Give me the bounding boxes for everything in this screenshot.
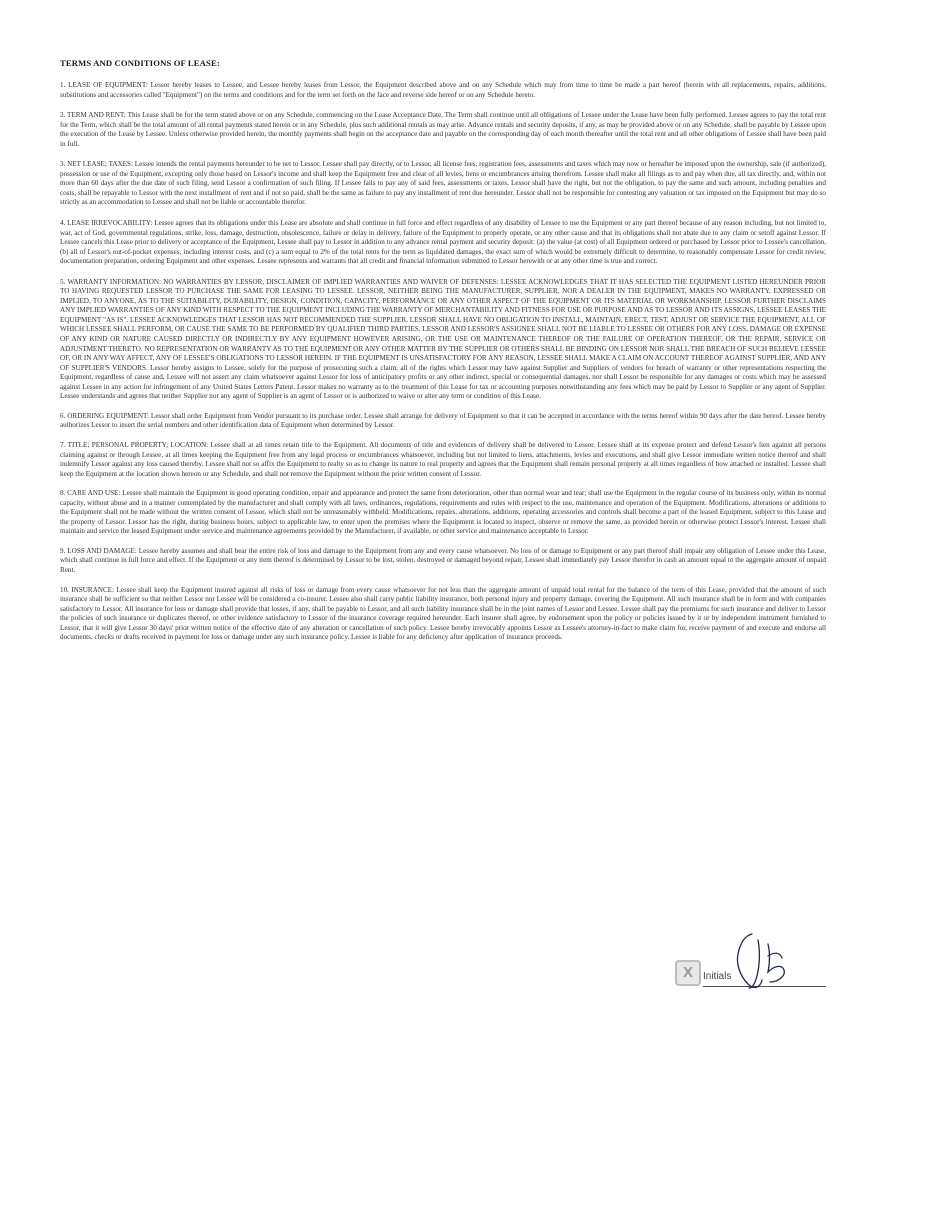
handwritten-initials [724, 930, 800, 992]
clause-term-and-rent: 2. TERM AND RENT: This Lease shall be for the term stated above or on any Schedule, commencing on the Lease Acceptance Date. The Term shall continue until all obligations of Lessee under the Lease have been fully performed. Lessee agrees to pay the total rent for the Term, which shall be the total amount of all rental payments stated herein or in any Schedule, plus such additional rentals as may arise. Advance rentals and security deposits, if any, as may be provided above or on any Schedule, shall be payable by Lessee upon the execution of the Lease by Lessee. Unless otherwise provided herein, the monthly payments shall begin on the acceptance date and payable on the corresponding day of each month thereafter until the total rent and all other obligations of Lessee shall have been paid in full. [60, 111, 826, 148]
clause-title-personal-property-location: 7. TITLE; PERSONAL PROPERTY; LOCATION: Lessee shall at all times retain title to the Equipment. All documents of title and evidences of delivery shall be delivered to Lessor. Lessee shall at its expense protect and defend Lessor's lien against all persons claiming against or through Lessee, at all times keeping the Equipment free from any legal process or encumbrances whatsoever, including but not limited to liens, attachments, levies and executions, and shall give Lessor immediate written notice thereof and shall indemnify Lessor against any loss caused thereby. Lessee shall not so affix the Equipment to realty so as to change its nature to real property and agrees that the Equipment shall remain personal property at all times regardless of how attached or installed. Lessee shall keep the Equipment at the location shown hereon or any Schedule, and shall not remove the Equipment without the prior written consent of Lessor. [60, 440, 826, 478]
clause-lease-irrevocability: 4. LEASE IRREVOCABILITY: Lessee agrees that its obligations under this Lease are absolute and shall continue in full force and effect regardless of any disability of Lessee to use the Equipment or any part thereof because of any reason including, but not limited to, war, act of God, governmental regulations, strike, loss, damage, destruction, obsolescence, failure or delay in delivery, failure of the Equipment to properly operate, or any other cause and that its obligations shall not abate due to any claim or setoff against Lessor. If Lessee cancels this Lease prior to delivery or acceptance of the Equipment, Lessee shall pay to Lessor in addition to any advance rental payment and security deposit: (a) the value (at cost) of all Equipment ordered or purchased by Lessor prior to Lessee's cancellation, (b) all of Lessor's out-of-pocket expenses, including interest costs, and (c) a sum equal to 2% of the total rents for the term as liquidated damages, the exact sum of which would be extremely difficult to determine, to reasonably compensate Lessor for credit review, documentation preparation, ordering Equipment and other expenses. Lessee represents and warrants that all credit and financial information submitted to Lessor herewith or at any other time is true and correct. [60, 219, 826, 266]
clause-ordering-equipment: 6. ORDERING EQUIPMENT: Lessor shall order Equipment from Vendor pursuant to its purchase order. Lessee shall arrange for delivery of Equipment so that it can be accepted in accordance with the terms hereof within 90 days after the date hereof. Lessee hereby authorizes Lessor to insert the serial numbers and other identification data of Equipment when determined by Lessor. [60, 411, 826, 430]
checkbox-x-icon[interactable]: X [675, 960, 701, 986]
clause-warranty-information: 5. WARRANTY INFORMATION: NO WARRANTIES BY LESSOR, DISCLAIMER OF IMPLIED WARRANTIES AND WAIVER OF DEFENSES: LESSEE ACKNOWLEDGES THAT IT HAS SELECTED THE EQUIPMENT LISTED HEREUNDER PRIOR TO HAVING REQUESTED LESSOR TO PURCHASE THE SAME FOR LEASING TO LESSEE. LESSOR, NEITHER BEING THE MANUFACTURER, SUPPLIER, NOR A DEALER IN THE EQUIPMENT, MAKES NO WARRANTY, EXPRESSED OR IMPLIED, TO ANYONE, AS TO THE SUITABILITY, DURABILITY, DESIGN, CONDITION, CAPACITY, PERFORMANCE OR ANY OTHER ASPECT OF THE EQUIPMENT OR ITS MATERIAL OR WORKMANSHIP. LESSOR FURTHER DISCLAIMS ANY IMPLIED WARRANTIES OF ANY KIND WITH RESPECT TO THE EQUIPMENT INCLUDING THE WARRANTY OF MERCHANTABILITY AND FITNESS FOR USE OR PURPOSE AND AS TO LESSOR AND ITS ASSIGNS, LESSEE LEASES THE EQUIPMENT "AS IS". LESSEE ACKNOWLEDGES THAT LESSOR HAS NOT RECOMMENDED THE SUPPLIER. LESSOR SHALL HAVE NO OBLIGATION TO INSTALL, MAINTAIN, ERECT, TEST, ADJUST OR SERVICE THE EQUIPMENT, ALL OF WHICH LESSEE SHALL PERFORM, OR CAUSE THE SAME TO BE PERFORMED BY QUALIFIED THIRD PARTIES. LESSOR AND LESSOR'S ASSIGNEE SHALL NOT BE LIABLE TO LESSEE OR OTHERS FOR ANY LOSS, DAMAGE OR EXPENSE OF ANY KIND OR NATURE CAUSED DIRECTLY OR INDIRECTLY BY ANY EQUIPMENT HOWEVER ARISING, OR THE USE OR MAINTENANCE THEREOF OR THE FAILURE OF OPERATION THEREOF, OR THE REPAIR, SERVICE OR ADJUSTMENT THERETO. NO REPRESENTATION OR WARRANTY AS TO THE EQUIPMENT OR ANY OTHER MATTER BY THE SUPPLIER OR OTHERS SHALL BE BINDING ON LESSOR NOR SHALL THE BREACH OF SUCH RELIEVE LESSEE OF, OR IN ANY WAY AFFECT, ANY OF LESSEE'S OBLIGATIONS TO LESSOR HEREIN. IF THE EQUIPMENT IS UNSATISFACTORY FOR ANY REASON, LESSEE SHALL MAKE A CLAIM ON ACCOUNT THEREOF AGAINST SUPPLIER, AND ANY OF SUPPLIER'S VENDORS. Lessor hereby assigns to Lessee, solely for the purpose of prosecuting such a claim, all of the rights which Lessor may have against Supplier and Suppliers of vendors for breach of warranty or other representations respecting the Equipment, regardless of cause and, Lessee will not assert any claim whatsoever against Lessor for loss of anticipatory profits or any other indirect, special or consequential damages, nor shall Lessor be responsible for any damages or costs which may be assessed against Lessee in any action for infringement of any United States Letters Patent. Lessor makes no warranty as to the treatment of this Lease for tax or accounting purposes notwithstanding any fees which may be paid by Lessor to Supplier or any agent of Supplier. Lessee understands and agrees that neither Supplier nor any agent of Supplier is an agent of Lessor or is authorized to waive or alter any term or condition of this Lease. [60, 277, 826, 401]
clause-care-and-use: 8. CARE AND USE: Lessee shall maintain the Equipment in good operating condition, repair and appearance and protect the same from deterioration, other than normal wear and tear; shall use the Equipment in the regular course of its business only, within its normal capacity, without abuse and in a manner contemplated by the manufacturer and shall comply with all laws, ordinances, regulations, requirements and rules with respect to the use, maintenance and operation of the Equipment. Modifications, alterations or additions to the Equipment shall not be made without the written consent of Lessor, which shall not be unreasonably withheld. Modifications, repairs, alterations, additions, operating accessories and controls shall become a part of the leased Equipment, subject to this Lease and the property of Lessor. Lessor has the right, during business hours, subject to applicable law, to enter upon the premises where the Equipment is located to inspect, observe or remove the same, as provided herein or otherwise protect Lessor's interest. Lessee shall maintain and service the leased Equipment under service and maintenance agreements provided by the Manufacturer, if available, or other service and maintenance acceptable to Lessor. [60, 489, 826, 536]
initials-field[interactable] [672, 930, 832, 990]
clause-net-lease-taxes: 3. NET LEASE; TAXES: Lessee intends the rental payments hereunder to be net to Lessor. Lessee shall pay directly, or to Lessor, all license fees, registration fees, assessments and taxes which may now or hereafter be imposed upon the ownership, sale (if authorized), possession or use of the Equipment, excepting only those based on Lessor's income and shall keep the Equipment free and clear of all levies, liens or encumbrances arising therefrom. Lessee shall make all filings as to and pay when due, all tax directly, and, within not more than 60 days after the due date of such filing, send Lessor a confirmation of such filing. If Lessee fails to pay any of said fees, assessments or taxes, Lessor shall have the right, but not the obligation, to pay the same and such amount, including penalties and costs, shall be repayable to Lessor with the next installment of rent and if not so paid, shall be the same as failure to pay any installment of rent due hereunder. Lessor shall not be responsible for contesting any valuation or tax imposed on the Equipment but may do so strictly as an accommodation to Lessee and shall not be liable or accountable therefor. [60, 160, 826, 207]
lease-terms-document [60, 58, 826, 653]
document-title: TERMS AND CONDITIONS OF LEASE: [60, 58, 220, 68]
clause-lease-of-equipment: 1. LEASE OF EQUIPMENT: Lessor hereby leases to Lessee, and Lessee hereby leases from Lessor, the Equipment described above and on any Schedule which may from time to time be made a part hereof (herein with all replacements, repairs, additions, substitutions and accessories called "Equipment") on the terms and conditions and for the term set forth on the face and reverse side hereof or on any Schedule hereto. [60, 81, 826, 99]
clause-insurance: 10. INSURANCE: Lessee shall keep the Equipment insured against all risks of loss or damage from every cause whatsoever for not less than the aggregate amount of unpaid total rental for the balance of the term of this Lease, provided that the amount of such insurance shall be sufficient so that neither Lessor nor Lessee will be considered a co-insurer. Lessee also shall carry public liability insurance, both personal injury and property damage, covering the Equipment. All such insurance shall be in form and with companies satisfactory to Lessor. All insurance for loss or damage shall provide that losses, if any, shall be payable to Lessor, and all such liability insurance shall be in the joint names of Lessor and Lessee. Lessee shall pay the premiums for such insurance and deliver to Lessor the policies of such insurance or duplicates thereof, or other evidence satisfactory to Lessor of the insurance coverage required hereunder. Each insurer shall agree, by endorsement upon the policy or policies issued by it or by independent instrument furnished to Lessor, that it will give Lessor 30 days' prior written notice of the effective date of any alteration or cancellation of such policy. Lessee hereby irrevocably appoints Lessor as Lessee's attorney-in-fact to make claim for, receive payment of and execute and endorse all documents, checks or drafts received in payment for loss or damage under any such insurance policy. Lessee is liable for any deficiency after application of insurance proceeds. [60, 585, 826, 642]
initials-label: Initials [703, 971, 732, 982]
clause-loss-and-damage: 9. LOSS AND DAMAGE: Lessee hereby assumes and shall bear the entire risk of loss and damage to the Equipment from any and every cause whatsoever. No loss of or damage to Equipment or any part thereof shall impair any obligation of Lessee under this Lease, which shall continue in full force and effect. If the Equipment or any item thereof is determined by Lessor to be lost, stolen, destroyed or damaged beyond repair, Lessee shall immediately pay Lessor therefor in cash an amount equal to the aggregate amount of unpaid Rent. [60, 546, 826, 574]
